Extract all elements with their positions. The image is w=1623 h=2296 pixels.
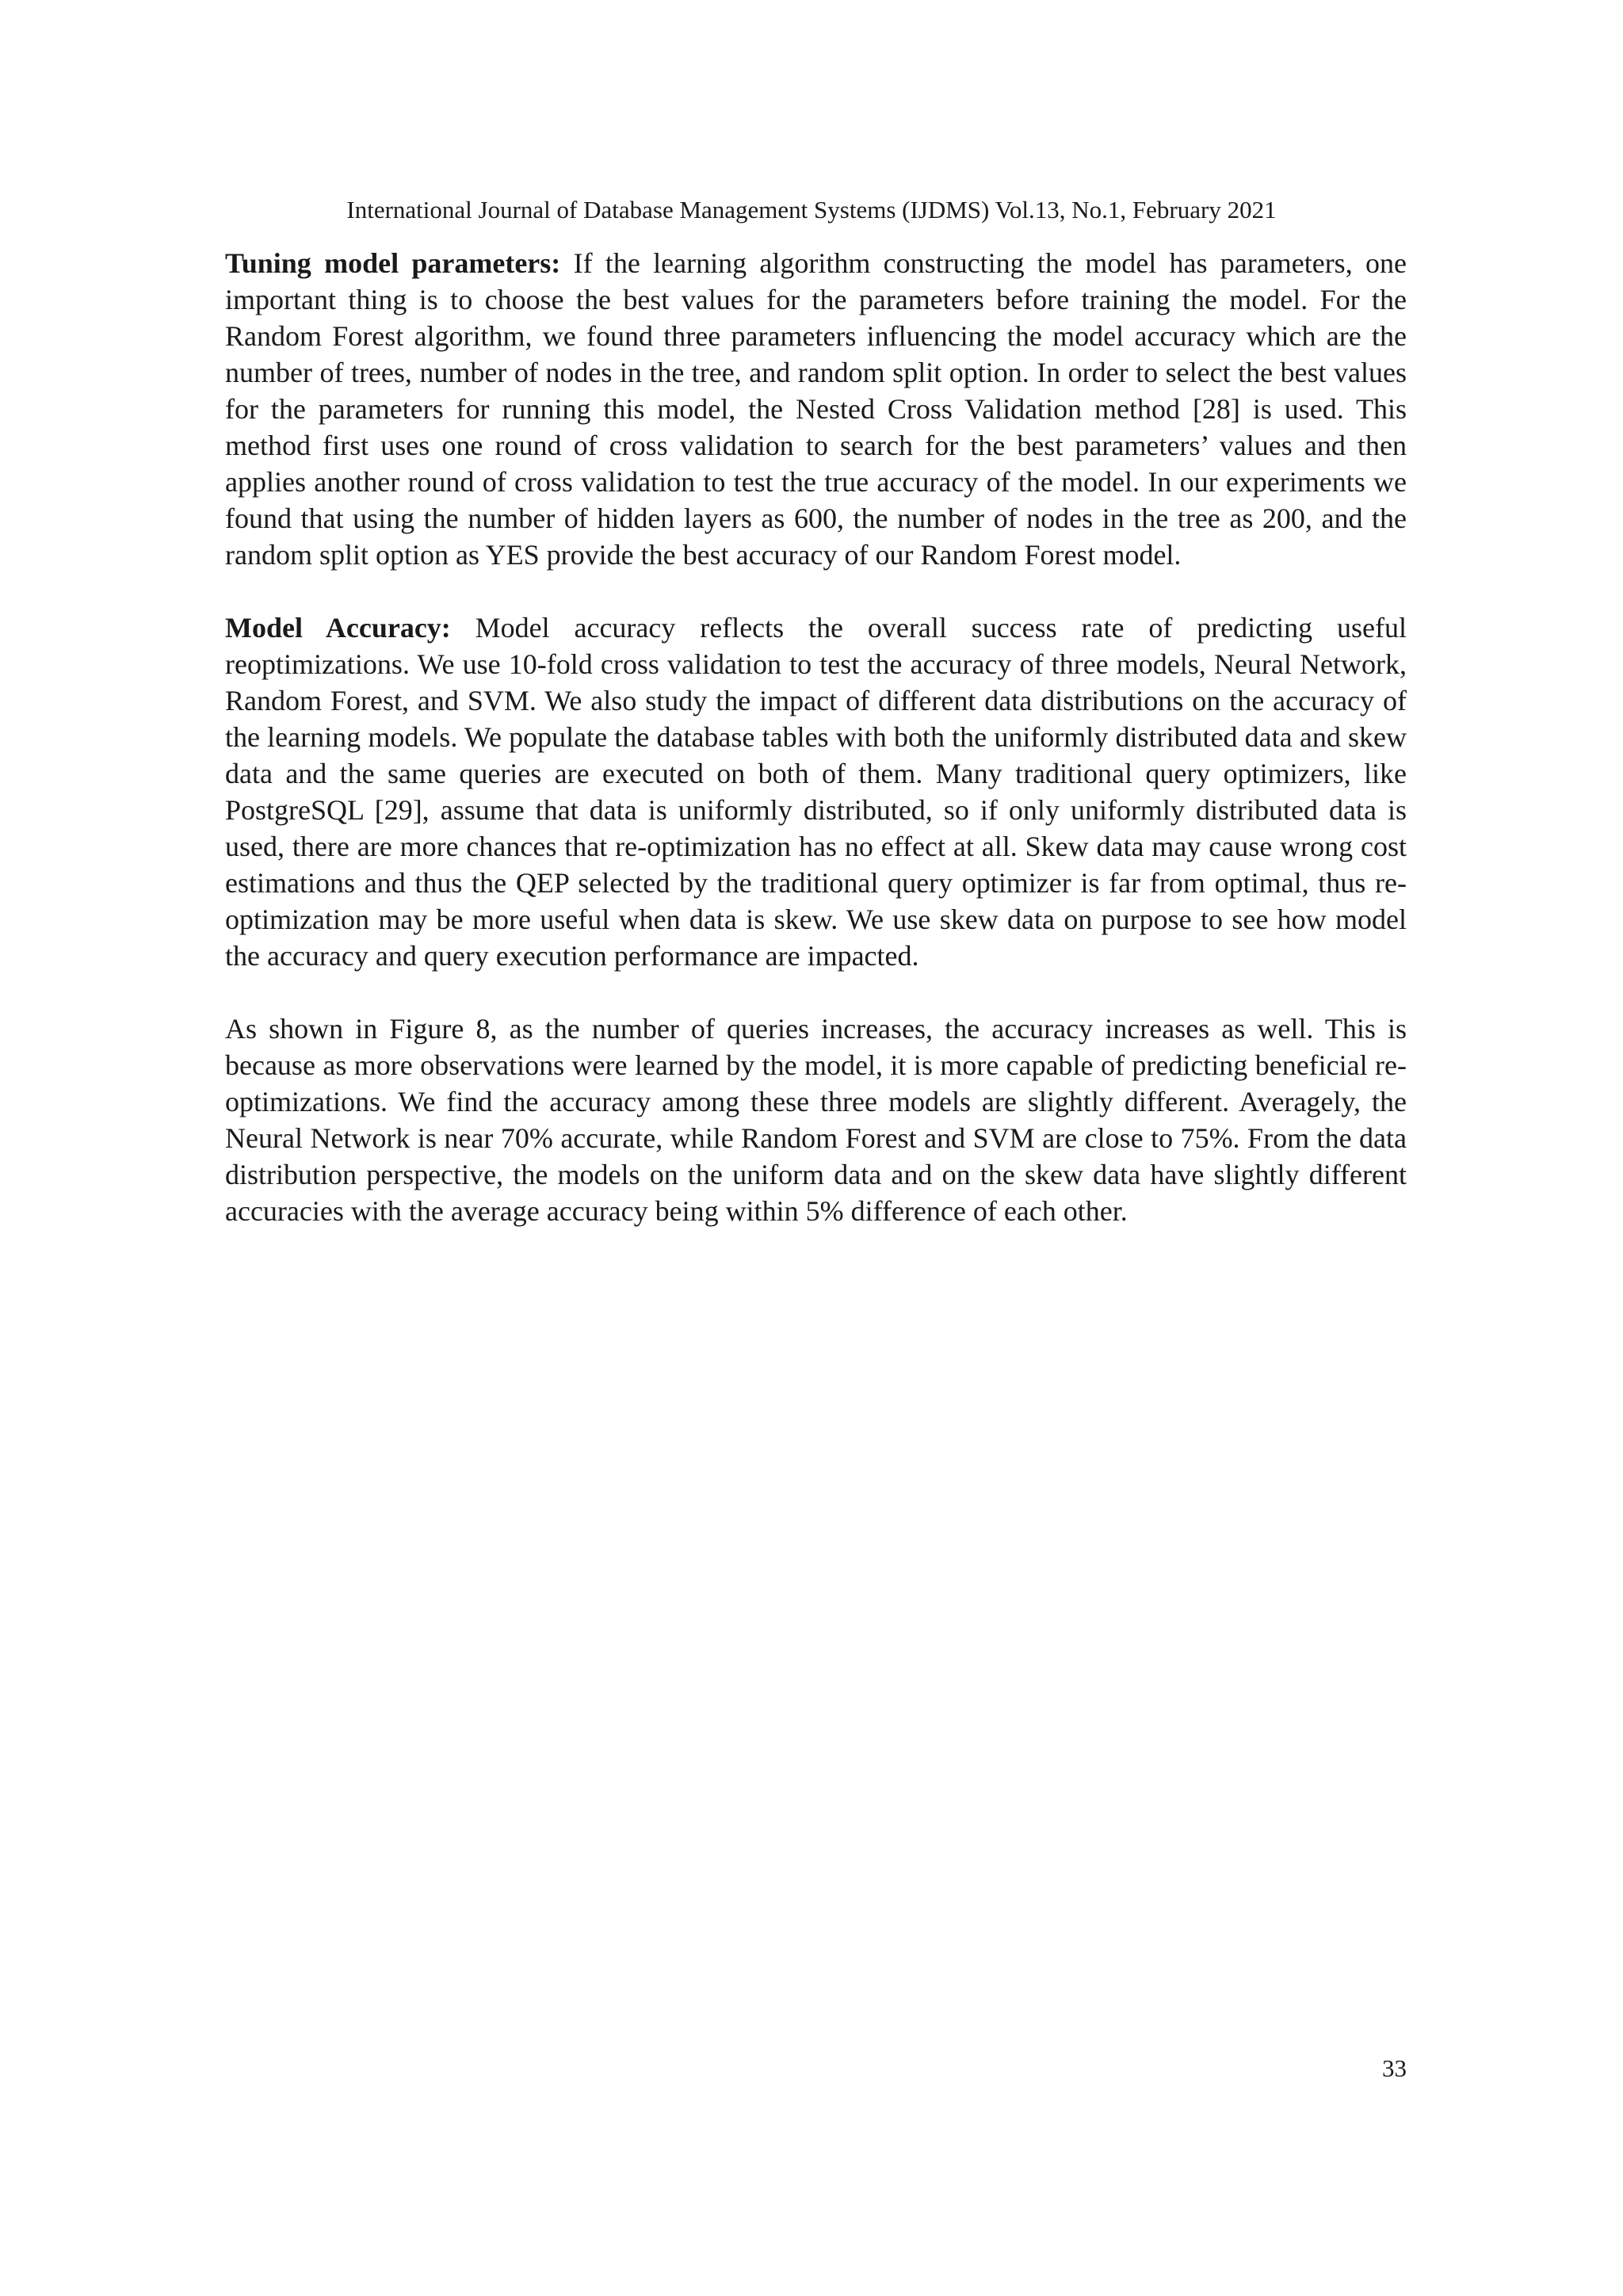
accuracy-heading: Model Accuracy: xyxy=(225,612,451,644)
accuracy-paragraph xyxy=(225,609,1407,974)
tuning-heading: Tuning model parameters: xyxy=(225,247,561,279)
accuracy-text: Model accuracy reflects the overall success rate of predicting useful reoptimizations. We use 10-fold cross validation to test the accuracy of three models, Neural Network, Random Forest, and SVM. We also study the impact of different data distributions on the accuracy of the learning models. We populate the database tables with both the uniformly distributed data and skew data and the same queries are executed on both of them. Many traditional query optimizers, like PostgreSQL [29], assume that data is uniformly distributed, so if only uniformly distributed data is used, there are more chances that re-optimization has no effect at all. Skew data may cause wrong cost estimations and thus the QEP selected by the traditional query optimizer is far from optimal, thus re-optimization may be more useful when data is skew. We use skew data on purpose to see how model the accuracy and query execution performance are impacted. xyxy=(225,612,1407,972)
body-text xyxy=(225,245,1407,1266)
tuning-text: If the learning algorithm constructing the model has parameters, one important thing is to choose the best values for the parameters before training the model. For the Random Forest algorithm, we found three parameters influencing the model accuracy which are the number of trees, number of nodes in the tree, and random split option. In order to select the best values for the parameters for running this model, the Nested Cross Validation method [28] is used. This method first uses one round of cross validation to search for the best parameters’ values and then applies another round of cross validation to test the true accuracy of the model. In our experiments we found that using the number of hidden layers as 600, the number of nodes in the tree as 200, and the random split option as YES provide the best accuracy of our Random Forest model. xyxy=(225,247,1407,571)
journal-header: International Journal of Database Management Systems (IJDMS) Vol.13, No.1, February 2021 xyxy=(346,196,1277,223)
tuning-paragraph xyxy=(225,245,1407,573)
figure-paragraph: As shown in Figure 8, as the number of queries increases, the accuracy increases as well. This is because as more observations were learned by the model, it is more capable of predicting beneficial re-optimizations. We find the accuracy among these three models are slightly different. Averagely, the Neural Network is near 70% accurate, while Random Forest and SVM are close to 75%. From the data distribution perspective, the models on the uniform data and on the skew data have slightly different accuracies with the average accuracy being within 5% difference of each other. xyxy=(225,1013,1407,1227)
page-number: 33 xyxy=(1382,2054,1407,2082)
